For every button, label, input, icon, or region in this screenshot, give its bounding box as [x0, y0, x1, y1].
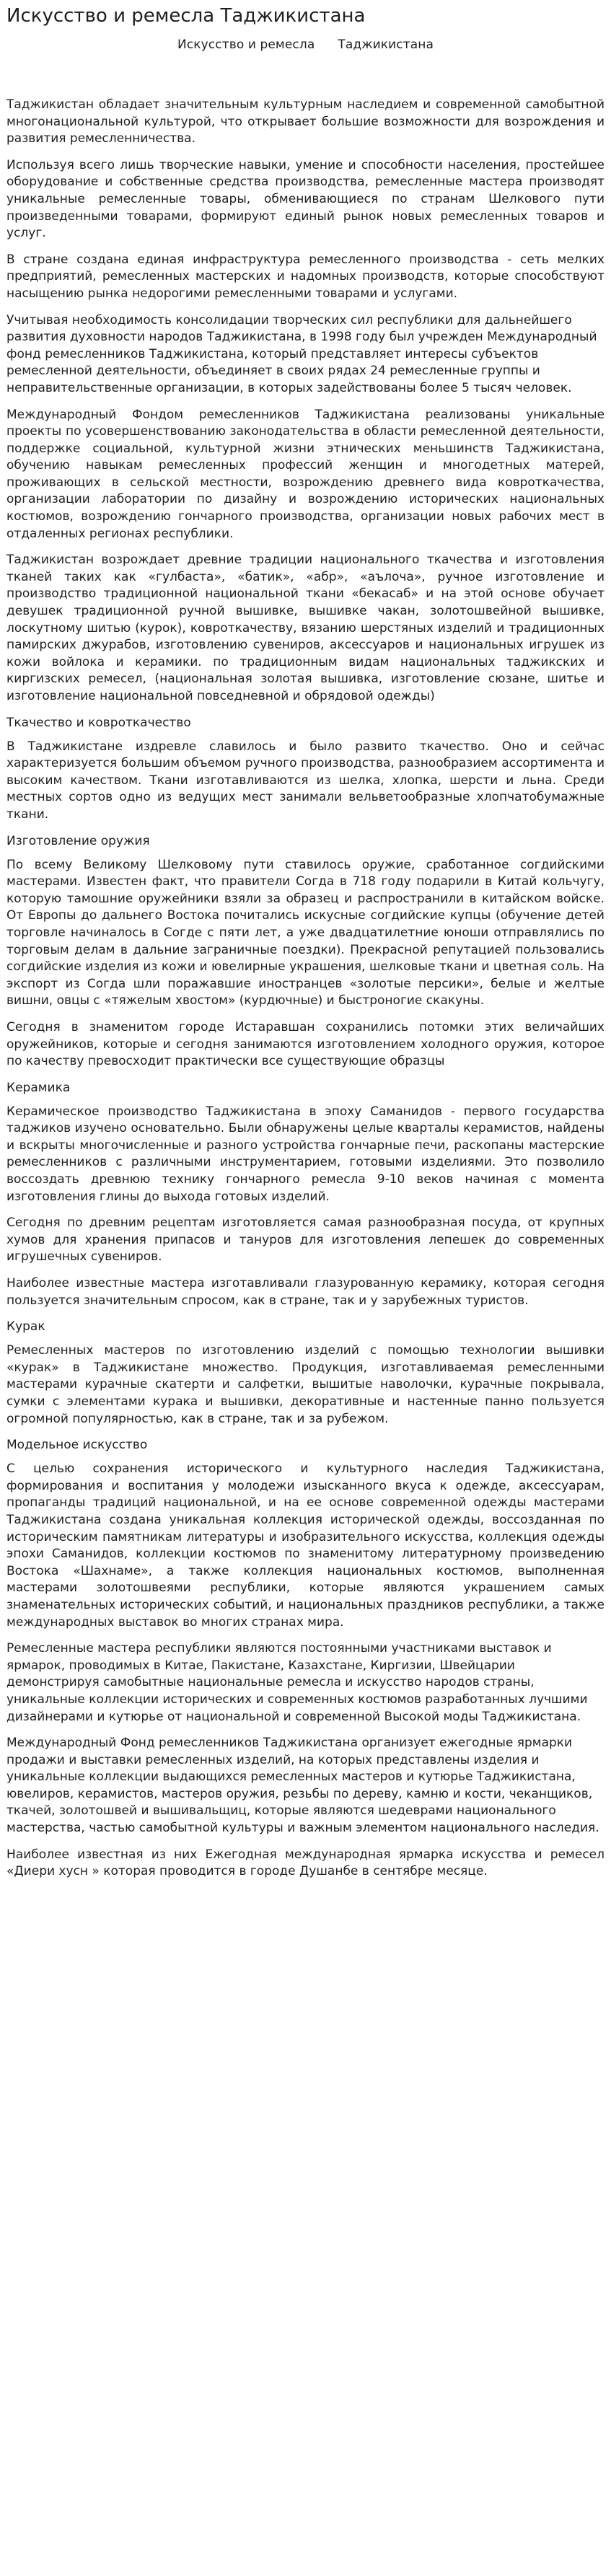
- paragraph-artisans: Используя всего лишь творческие навыки, умение и способности населения, простейшее оборудование и собственные средства производства, ремесленные мастера производят уникальные ремесленные товары, обменивающиеся по странам Шелкового пути произведенными товарами, формируют единый рынок новых ремесленных товаров и услуг.: [6, 157, 605, 241]
- paragraph-weapons-history: По всему Великому Шелковому пути ставилось оружие, сработанное согдийскими мастерами. Известен факт, что правители Согда в 718 году подарили в Китай кольчугу, которую тамошние оружейники взяли за образец и распространили в китайском войске. От Европы до дальнего Востока почитались искусные согдийские купцы (обучение детей торговле начиналось в Согде с пяти лет, а уже двадцатилетние юноши отправлялись по торговым делам в дальние заграничные поездки). Прекрасной репутацией пользовались согдийские изделия из кожи и ювелирные украшения, шелковые ткани и цветная соль. На экспорт из Согда шли поражавшие иностранцев «золотые персики», белые и желтые вишни, овцы с «тяжелым хвостом» (курдючные) и быстроногие скакуны.: [6, 857, 605, 1008]
- paragraph-ceramics-today: Сегодня по древним рецептам изготовляется самая разнообразная посуда, от крупных хумов для хранения припасов и тануров для изготовления лепешек до современных игрушечных сувениров.: [6, 1216, 605, 1265]
- paragraph-weapons-today: Сегодня в знаменитом городе Истаравшан сохранились потомки этих величайших оружейников, которые и сегодня занимаются изготовлением холодного оружия, которое по качеству превосходит практически все существующие образцы: [6, 1019, 605, 1069]
- paragraph-fairs: Международный Фонд ремесленников Таджикистана организует ежегодные ярмарки продажи и выставки ремесленных изделий, на которых представлены изделия и уникальные коллекции выдающихся ремесленных мастеров и кутюрье Таджикистана, ювелиров, керамистов, мастеров оружия, резьбы по дереву, камню и кости, чеканщиков, ткачей, золотошвей и вышивальщиц, которые являются шедеврами национального мастерства, частью самобытной культуры и важным элементом национального наследия.: [6, 1736, 599, 1836]
- subtitle-part-1: Искусство и ремесла: [177, 38, 315, 52]
- section-heading-kurak: Курак: [6, 1319, 45, 1335]
- paragraph-fund-projects: Международный Фондом ремесленников Таджикистана реализованы уникальные проекты по усовершенствованию законодательства в области ремесленной деятельности, поддержке социальной, культурной жизни этнических меньшинств Таджикистана, обучению навыкам ремесленных профессий женщин и многодетных матерей, проживающих в сельской местности, возрождению древнего вида ковроткачества, организации лаборатории по дизайну и возрождению исторических национальных костюмов, возрождению гончарного производства, организации новых рабочих мест в отдаленных регионах республики.: [6, 407, 605, 541]
- paragraph-intro: Таджикистан обладает значительным культурным наследием и современной самобытной многонациональной культурой, что открывает большие возможности для возрождения и развития ремесленничества.: [6, 97, 605, 146]
- page-title: Искусство и ремесла Таджикистана: [6, 5, 366, 27]
- paragraph-exhibitions: Ремесленные мастера республики являются постоянными участниками выставок и ярмарок, проводимых в Китае, Пакистане, Казахстане, Киргизии, Швейцарии демонстрируя самобытные национальные ремесла и искусство народов страны, уникальные коллекции исторических и современных костюмов разработанных лучшими дизайнерами и кутюрье от национальной и современной Высокой моды Таджикистана.: [6, 1641, 588, 1724]
- subtitle-part-2: Таджикистана: [338, 38, 434, 52]
- section-heading-weapons: Изготовление оружия: [6, 833, 150, 848]
- paragraph-kurak: Ремесленных мастеров по изготовлению изделий с помощью технологии вышивки «курак» в Таджикистане множество. Продукция, изготавливаемая ремесленными мастерами курачные скатерти и салфетки, вышитые наволочки, курачные покрывала, сумки с элементами курака и вышивки, декоративные и настенные панно пользуется огромной популярностью, как в стране, так и за рубежом.: [6, 1343, 605, 1426]
- paragraph-infrastructure: В стране создана единая инфраструктура ремесленного производства - сеть мелких предприятий, ремесленных мастерских и надомных производств, которые способствуют насыщению рынка недорогими ремесленными товарами и услугами.: [6, 252, 605, 301]
- paragraph-ceramics-history: Керамическое производство Таджикистана в эпоху Саманидов - первого государства таджиков изучено основательно. Были обнаружены целые кварталы керамистов, найдены и вскрыты многочисленные и разного устройства гончарные печи, раскопаны мастерские ремесленников с различными инструментарием, готовыми изделиями. Это позволило воссоздать древнюю технику гончарного ремесла 9-10 веков начиная с момента изготовления глины до выхода готовых изделий.: [6, 1104, 605, 1204]
- paragraph-fashion-collections: С целью сохранения исторического и культурного наследия Таджикистана, формирования и воспитания у молодежи изысканного вкуса к одежде, аксессуарам, пропаганды традиций национальной, и на ее основе современной одежды мастерами Таджикистана создана уникальная коллекция исторической одежды, воссозданная по историческим памятникам литературы и изобразительного искусства, коллекция одежды эпохи Саманидов, коллекции костюмов по знаменитому литературному произведению Востока «Шахнаме», а также коллекция национальных костюмов, выполненная мастерами золотошвеями республики, которые являются украшением самых знаменательных исторических событий, и национальных праздников республики, а также международных выставок во многих странах мира.: [6, 1461, 605, 1630]
- section-heading-fashion: Модельное искусство: [6, 1438, 148, 1453]
- page-subtitle: [6, 38, 605, 52]
- paragraph-ceramics-glazed: Наиболее известные мастера изготавливали глазурованную керамику, которая сегодня пользуется значительным спросом, как в стране, так и у зарубежных туристов.: [6, 1276, 605, 1308]
- paragraph-weaving: В Таджикистане издревле славилось и было развито ткачество. Оно и сейчас характеризуется большим объемом ручного производства, разнообразием ассортимента и высоким качеством. Ткани изготавливаются из шелка, хлопка, шерсти и льна. Среди местных сортов одно из ведущих мест занимали вельветообразные хлопчатобумажные ткани.: [6, 739, 605, 822]
- paragraph-dieri-husn: Наиболее известная из них Ежегодная международная ярмарка искусства и ремесел «Диери хусн » которая проводится в городе Душанбе в сентябре месяце.: [6, 1847, 605, 1879]
- paragraph-weaving-traditions: Таджикистан возрождает древние традиции национального ткачества и изготовления тканей таких как «гулбаста», «батик», «абр», «аълоча», ручное изготовление и производство традиционной национальной ткани «бекасаб» и на этой основе обучает девушек традиционной ручной вышивке, вышивке чакан, золотошвейной вышивке, лоскутному шитью (курок), ковроткачеству, вязанию шерстяных изделий и традиционных памирских джурабов, изготовлению сувениров, аксессуаров и национальных игрушек из кожи войлока и керамики. по традиционным видам национальных таджикских и киргизских ремесел, (национальная золотая вышивка, изготовление сюзане, шитье и изготовление национальной повседневной и обрядовой одежды): [6, 553, 605, 703]
- paragraph-fund-founded: Учитывая необходимость консолидации творческих сил республики для дальнейшего развития духовности народов Таджикистана, в 1998 году был учрежден Международный фонд ремесленников Таджикистана, который представляет интересы субъектов ремесленной деятельности, объединяет в своих рядах 24 ремесленные группы и неправительственные организации, в которых задействованы более 5 тысяч человек.: [6, 312, 597, 395]
- section-heading-ceramics: Керамика: [6, 1080, 71, 1095]
- section-heading-weaving: Ткачество и ковроткачество: [6, 715, 191, 730]
